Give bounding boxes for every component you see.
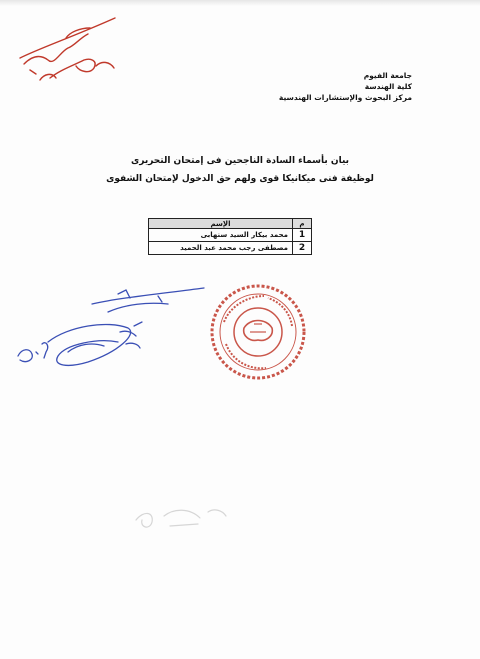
header-number: م xyxy=(293,219,312,229)
center-name: مركز البحوث والإستشارات الهندسية xyxy=(278,93,412,102)
circular-seal-icon xyxy=(208,282,308,382)
university-name: جامعة الفيوم xyxy=(363,71,412,80)
header-name: الإسم xyxy=(149,219,293,229)
bleed-through-marks xyxy=(130,490,240,535)
row-name: مصطفى رجب محمد عبد الحميد xyxy=(149,242,293,255)
handwritten-note-icon xyxy=(10,8,130,93)
institution-header xyxy=(279,70,412,103)
table-row xyxy=(149,242,312,255)
document-title xyxy=(0,152,480,188)
table-header-row xyxy=(149,219,312,229)
title-line-2: لوظيفة فنى ميكانيكا قوى ولهم حق الدخول لإمتحان الشفوى xyxy=(106,174,374,184)
signature-icon xyxy=(8,282,208,377)
faculty-name: كلية الهندسة xyxy=(364,82,412,91)
row-number: 1 xyxy=(293,229,312,242)
results-table xyxy=(148,218,312,255)
table-row xyxy=(149,229,312,242)
scan-edge-shadow xyxy=(0,0,480,6)
row-number: 2 xyxy=(293,242,312,255)
title-line-1: بيان بأسماء السادة الناجحين فى إمتحان التحريرى xyxy=(130,156,350,166)
row-name: محمد بيكار السيد سنهابى xyxy=(149,229,293,242)
